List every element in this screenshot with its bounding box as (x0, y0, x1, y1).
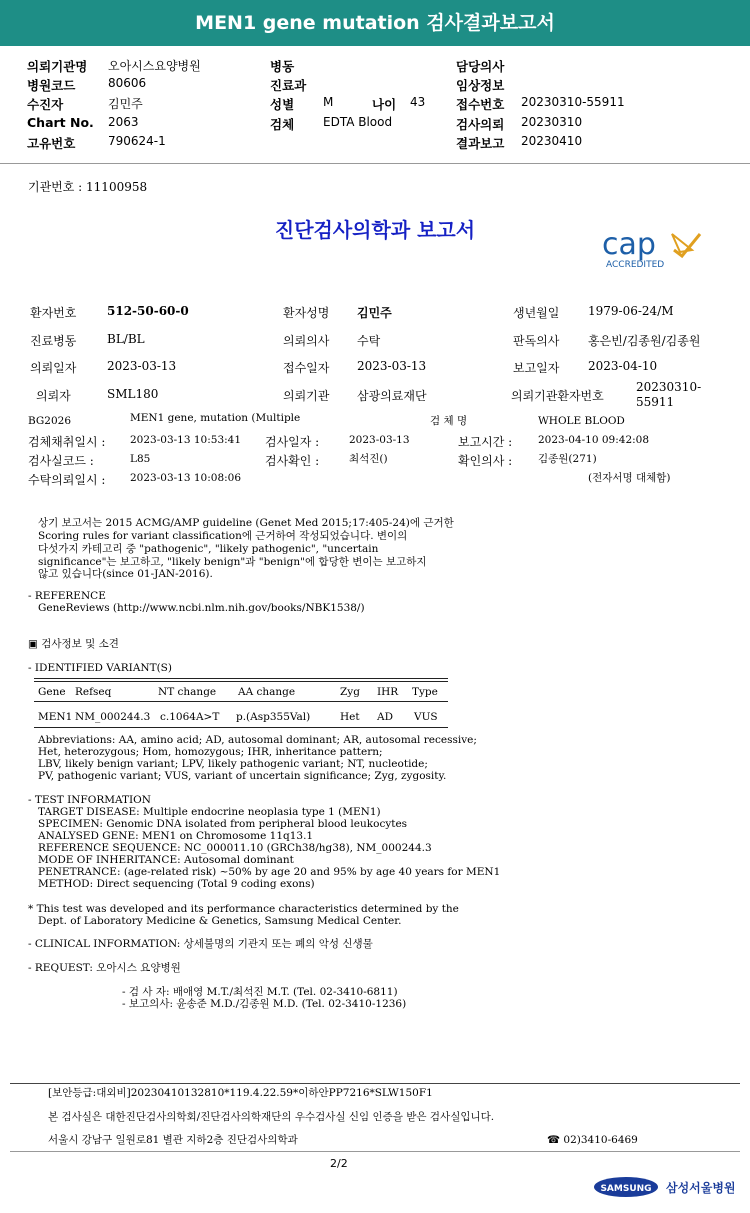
header-label: 의뢰기관명 (27, 59, 88, 74)
header-value: 20230410 (521, 134, 583, 148)
column-header: Type (412, 686, 438, 698)
disclaimer-line: * This test was developed and its performance characteristics determined by the (28, 903, 459, 915)
info-value: 홍은빈/김종원/김종원 (588, 334, 701, 348)
header-label: 검사의뢰 (456, 117, 505, 132)
header-value: 김민주 (108, 97, 143, 111)
table-cell: c.1064A>T (160, 711, 220, 723)
info-value-extra: 55911 (636, 395, 675, 409)
column-header: Zyg (340, 686, 360, 698)
test-name: MEN1 gene, mutation (Multiple (130, 412, 301, 424)
header-label: 검체 (270, 117, 295, 132)
intro-line: 않고 있습니다(since 01-JAN-2016). (38, 568, 213, 580)
intro-line: 다섯가지 카테고리 중 "pathogenic", "likely pathogenic", "uncertain (38, 543, 379, 555)
table-cell: AD (377, 711, 394, 723)
test-info-line: SPECIMEN: Genomic DNA isolated from peripheral blood leukocytes (38, 818, 408, 830)
meta-label: 검체채취일시 : (28, 435, 106, 449)
header-label: 결과보고 (456, 136, 505, 151)
test-info-line: ANALYSED GENE: MEN1 on Chromosome 11q13.1 (38, 830, 314, 842)
hospital-name: 삼성서울병원 (666, 1181, 734, 1195)
request-line: - 검 사 자: 배애영 M.T./최석진 M.T. (Tel. 02-3410-6811) (122, 986, 398, 998)
reference-link: GeneReviews (http://www.ncbi.nlm.nih.gov/books/NBK1538/) (38, 602, 365, 614)
info-label: 생년월일 (513, 306, 560, 320)
info-value: 2023-04-10 (588, 359, 658, 373)
test-info-heading: - TEST INFORMATION (28, 794, 151, 806)
test-info-line: PENETRANCE: (age-related risk) ~50% by age 20 and 95% by age 40 years for MEN1 (38, 866, 501, 878)
intro-line: significance"는 보고하고, "likely benign"과 "benign"에 합당한 변이는 보고하지 (38, 556, 427, 568)
e-signature-note: (전자서명 대체함) (588, 472, 671, 484)
table-rule (34, 681, 448, 682)
age-label: 나이 (372, 97, 397, 112)
table-cell: MEN1 (38, 711, 73, 723)
header-value: 20230310 (521, 115, 583, 129)
meta-label: 보고시간 : (458, 435, 513, 449)
meta-value: 2023-03-13 (349, 434, 410, 446)
info-value: 20230310- (636, 380, 702, 394)
info-label: 환자성명 (283, 306, 330, 320)
specimen-label: 검 체 명 (430, 415, 468, 427)
table-rule (34, 678, 448, 679)
column-header: AA change (238, 686, 296, 698)
test-info-line: TARGET DISEASE: Multiple endocrine neoplasia type 1 (MEN1) (38, 806, 381, 818)
reference-heading: - REFERENCE (28, 590, 106, 602)
phone-number: ☎ 02)3410-6469 (547, 1134, 638, 1146)
header-value: 2063 (108, 115, 139, 129)
meta-label: 수탁의뢰일시 : (28, 473, 106, 487)
samsung-hospital-logo (594, 1174, 734, 1200)
header-divider (0, 163, 750, 164)
header-label: 병동 (270, 59, 295, 74)
info-label: 환자번호 (30, 306, 77, 320)
info-label: 의뢰자 (36, 389, 71, 403)
meta-value: 최석진() (349, 453, 388, 465)
info-value: SML180 (107, 387, 159, 401)
meta-value: 2023-03-13 10:08:06 (130, 472, 242, 484)
column-header: Refseq (75, 686, 112, 698)
header-label: 고유번호 (27, 136, 76, 151)
samsung-logo-icon (594, 1174, 734, 1200)
header-label: 진료과 (270, 78, 307, 93)
table-cell: p.(Asp355Val) (236, 711, 311, 723)
cap-logo-icon (600, 222, 705, 270)
banner-title: MEN1 gene mutation 검사결과보고서 (195, 12, 555, 34)
abbreviation-line: PV, pathogenic variant; VUS, variant of uncertain significance; Zyg, zygosity. (38, 770, 447, 782)
request-heading: - REQUEST: 오아시스 요양병원 (28, 962, 181, 974)
header-label: 임상정보 (456, 78, 505, 93)
cap-logo-word: cap (602, 227, 656, 262)
intro-line: 상기 보고서는 2015 ACMG/AMP guideline (Genet Med 2015;17:405-24)에 근거한 (38, 517, 454, 529)
header-label: 병원코드 (27, 78, 76, 93)
info-label: 의뢰의사 (283, 334, 330, 348)
disclaimer-line: Dept. of Laboratory Medicine & Genetics, Samsung Medical Center. (38, 915, 402, 927)
info-label: 진료병동 (30, 334, 77, 348)
header-value: 오아시스요양병원 (108, 59, 201, 73)
header-label: 성별 (270, 97, 295, 112)
meta-label: 검사일자 : (265, 435, 320, 449)
specimen-value: WHOLE BLOOD (538, 415, 625, 427)
test-info-line: MODE OF INHERITANCE: Autosomal dominant (38, 854, 294, 866)
info-value: 1979-06-24/M (588, 304, 674, 318)
column-header: NT change (158, 686, 217, 698)
samsung-wordmark: SAMSUNG (600, 1184, 652, 1194)
header-label: 접수번호 (456, 97, 505, 112)
report-banner (0, 0, 750, 46)
table-rule (34, 727, 448, 728)
meta-label: 검사실코드 : (28, 454, 94, 468)
header-label: 담당의사 (456, 59, 505, 74)
info-value: 2023-03-13 (107, 359, 177, 373)
meta-label: 확인의사 : (458, 454, 513, 468)
info-value: BL/BL (107, 332, 145, 346)
intro-line: Scoring rules for variant classification에 근거하여 작성되었습니다. 변이의 (38, 530, 408, 542)
info-value: 김민주 (357, 306, 392, 320)
info-value: 512-50-60-0 (107, 304, 189, 318)
page-number: 2/2 (330, 1157, 348, 1170)
column-header: IHR (377, 686, 399, 698)
address-line: 서울시 강남구 일원로81 별관 지하2층 진단검사의학과 (48, 1134, 298, 1146)
header-value: 790624-1 (108, 134, 166, 148)
info-label: 의뢰기관환자번호 (511, 389, 604, 403)
header-value: M (323, 95, 334, 109)
meta-value: 2023-04-10 09:42:08 (538, 434, 650, 446)
info-label: 보고일자 (513, 361, 560, 375)
header-value: 80606 (108, 76, 147, 90)
meta-value: 김종원(271) (538, 453, 597, 465)
header-label: 수진자 (27, 97, 64, 112)
test-code: BG2026 (28, 415, 72, 427)
footer-divider (10, 1083, 740, 1084)
cap-logo-sub: ACCREDITED (606, 260, 665, 270)
abbreviation-line: LBV, likely benign variant; LPV, likely pathogenic variant; NT, nucleotide; (38, 758, 428, 770)
security-line: [보안등급:대외비]20230410132810*119.4.22.59*이하안PP7216*SLW150F1 (48, 1087, 433, 1099)
header-value: EDTA Blood (323, 115, 393, 129)
clinical-information: - CLINICAL INFORMATION: 상세불명의 기관지 또는 폐의 악성 신생물 (28, 938, 373, 950)
info-label: 접수일자 (283, 361, 330, 375)
abbreviation-line: Het, heterozygous; Hom, homozygous; IHR, inheritance pattern; (38, 746, 383, 758)
info-value: 2023-03-13 (357, 359, 427, 373)
section-heading: ▣ 검사정보 및 소견 (28, 638, 119, 650)
test-info-line: METHOD: Direct sequencing (Total 9 coding exons) (38, 878, 315, 890)
table-cell: Het (340, 711, 360, 723)
table-rule (34, 701, 448, 702)
column-header: Gene (38, 686, 66, 698)
table-cell: VUS (414, 711, 438, 723)
info-value: 수탁 (357, 334, 381, 348)
header-label: Chart No. (27, 115, 94, 130)
meta-value: 2023-03-13 10:53:41 (130, 434, 242, 446)
info-label: 의뢰기관 (283, 389, 330, 403)
cap-accredited-logo (600, 222, 705, 270)
table-cell: NM_000244.3 (75, 711, 151, 723)
certification-line: 본 검사실은 대한진단검사의학회/진단검사의학재단의 우수검사실 신임 인증을 받은 검사실입니다. (48, 1111, 495, 1123)
test-info-line: REFERENCE SEQUENCE: NC_000011.10 (GRCh38/hg38), NM_000244.3 (38, 842, 432, 854)
info-label: 의뢰일자 (30, 361, 77, 375)
info-value: 삼광의료재단 (357, 389, 427, 403)
request-line: - 보고의사: 윤송준 M.D./김종원 M.D. (Tel. 02-3410-1236) (122, 998, 407, 1010)
abbreviation-line: Abbreviations: AA, amino acid; AD, autosomal dominant; AR, autosomal recessive; (38, 734, 477, 746)
meta-label: 검사확인 : (265, 454, 320, 468)
meta-value: L85 (130, 453, 151, 465)
report-title: 진단검사의학과 보고서 (274, 218, 476, 242)
info-label: 판독의사 (513, 334, 560, 348)
variants-heading: - IDENTIFIED VARIANT(S) (28, 662, 172, 674)
age-value: 43 (410, 95, 426, 109)
header-value: 20230310-55911 (521, 95, 625, 109)
institution-number: 기관번호 : 11100958 (28, 180, 148, 194)
footer-divider (10, 1151, 740, 1152)
